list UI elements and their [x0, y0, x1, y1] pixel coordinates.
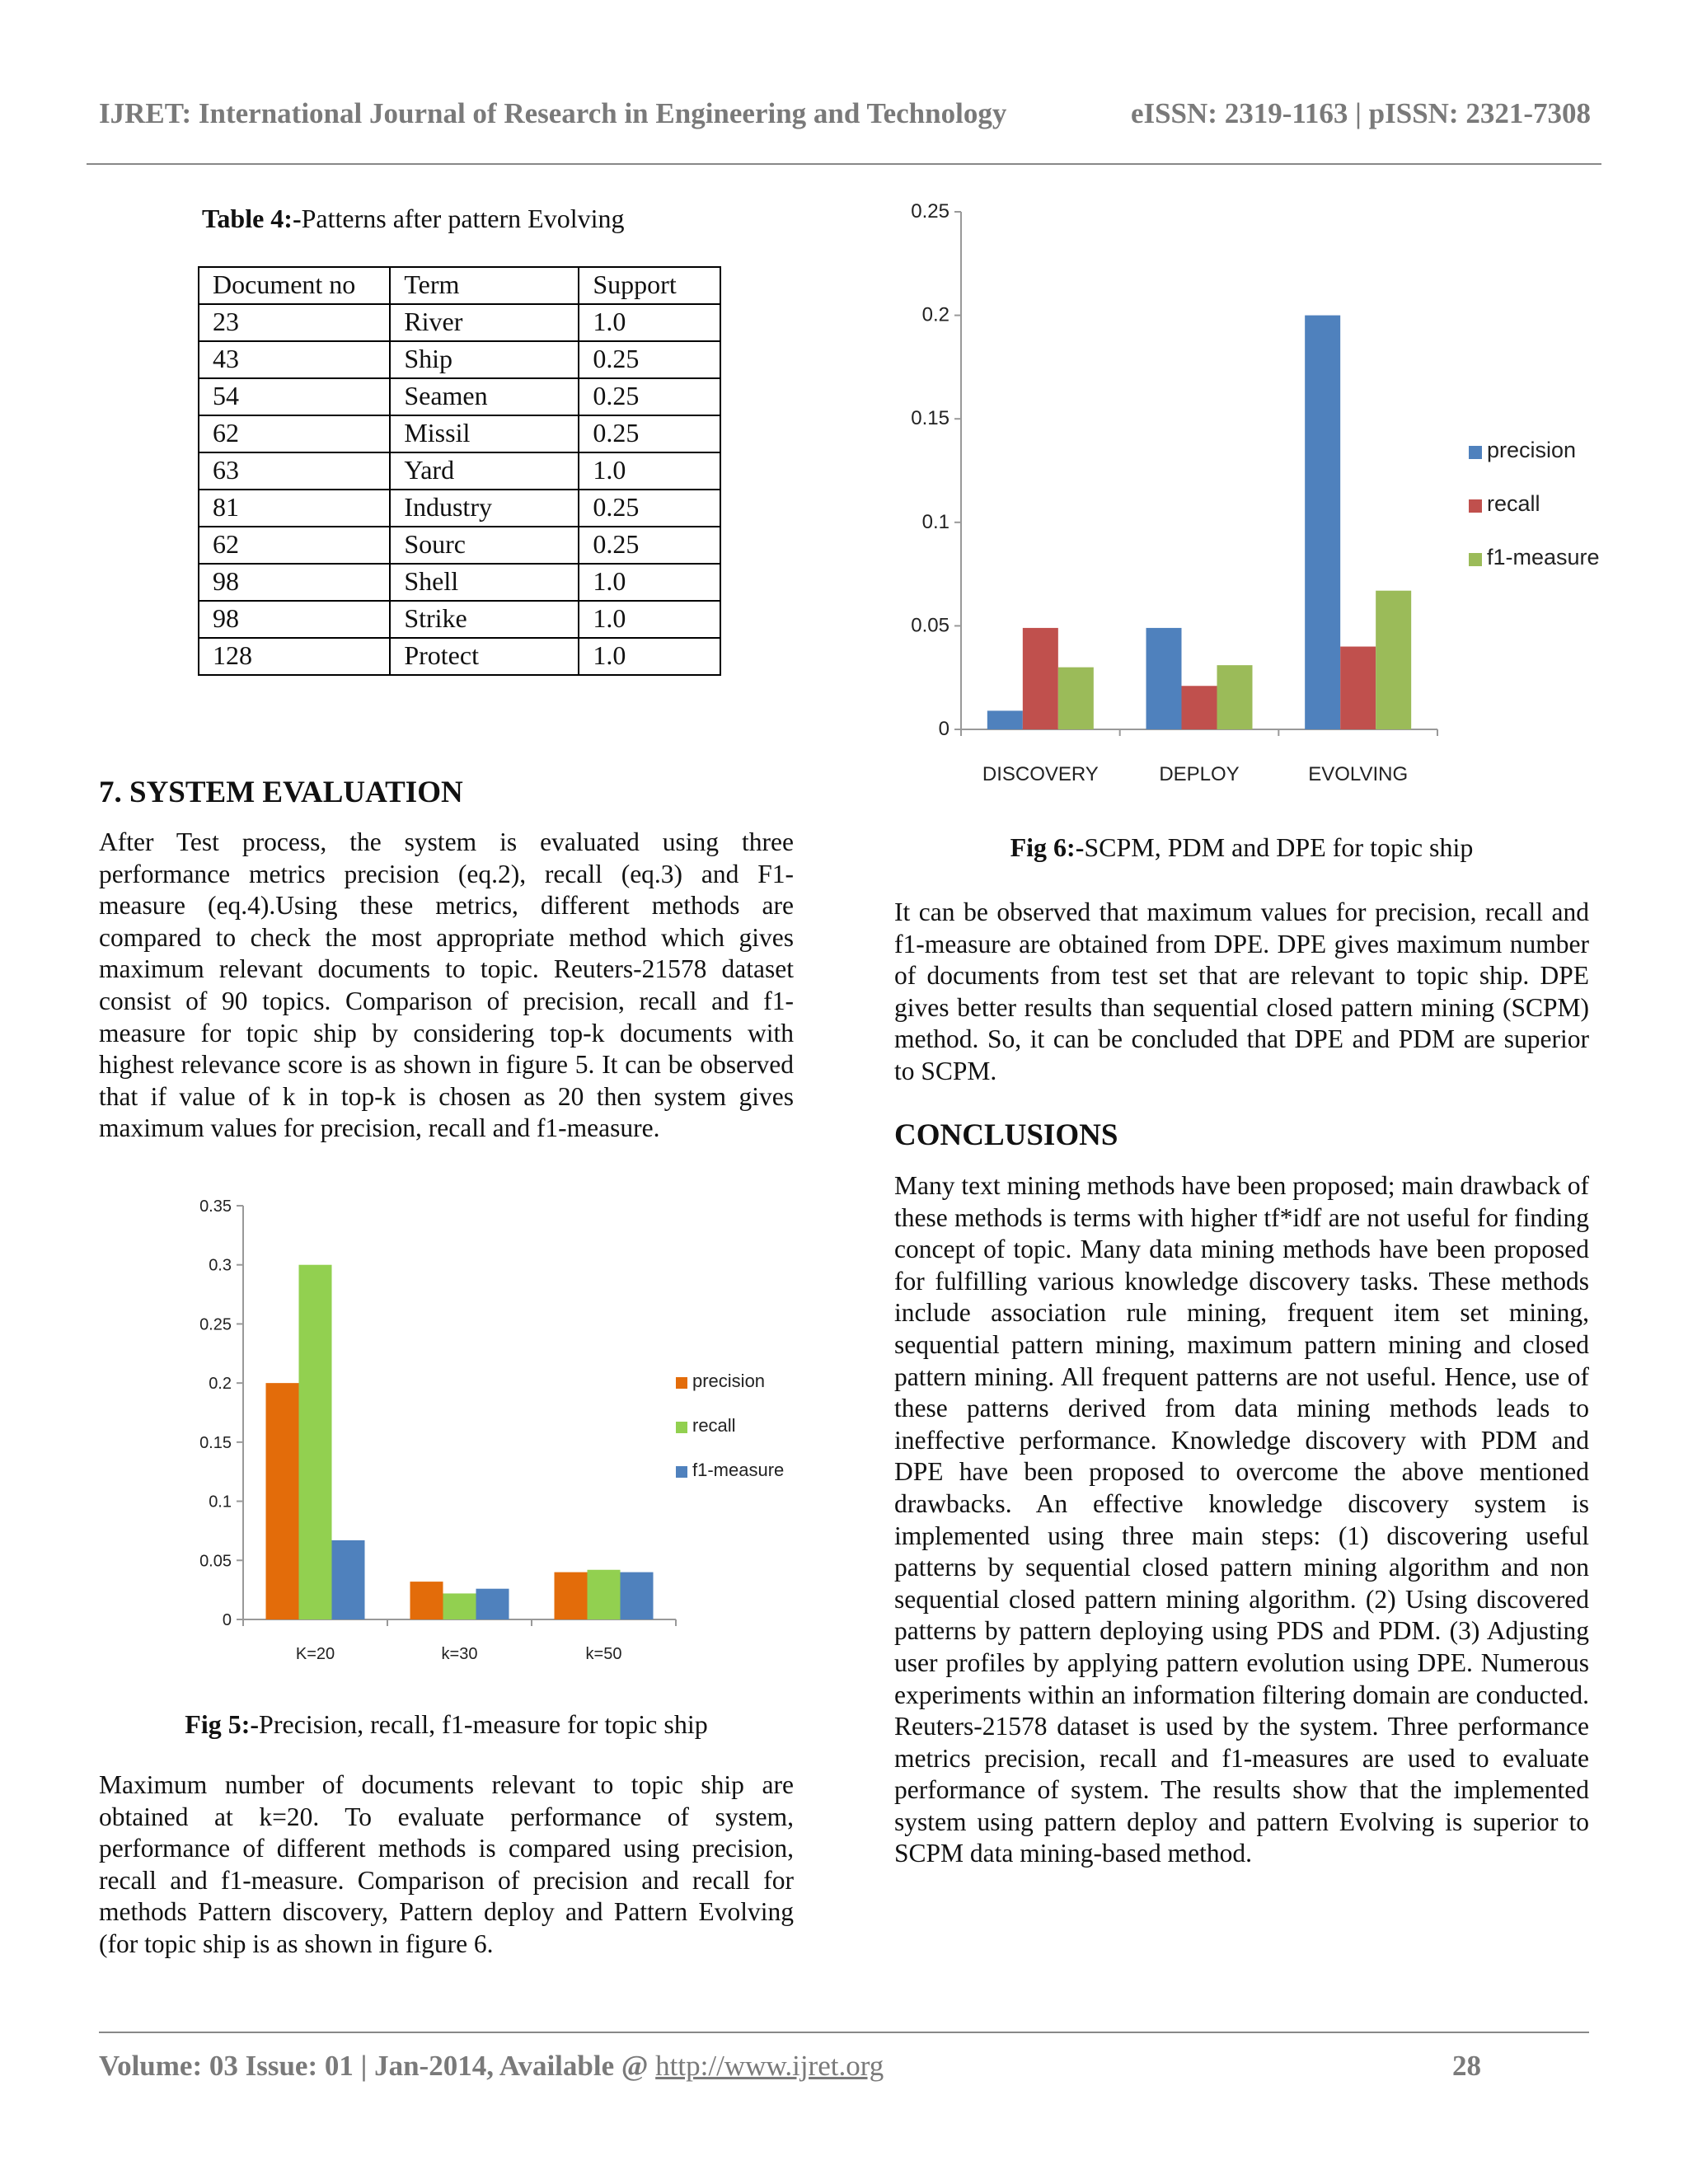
x-category-label: DISCOVERY — [982, 763, 1099, 785]
bar-recall — [443, 1593, 476, 1619]
table-cell: 98 — [199, 564, 390, 601]
table-cell: 0.25 — [579, 378, 720, 415]
table4-caption-text: Patterns after pattern Evolving — [301, 204, 625, 233]
y-tick-label: 0.2 — [209, 1375, 232, 1394]
table-cell: Strike — [390, 601, 579, 638]
bar-f1-measure — [1058, 668, 1094, 729]
bar-recall — [1023, 628, 1058, 729]
header-rule — [87, 163, 1601, 165]
table-cell: Ship — [390, 341, 579, 378]
table-cell: 81 — [199, 490, 390, 527]
table-header-row — [199, 267, 720, 304]
table-cell: 43 — [199, 341, 390, 378]
fig5-caption-text: Precision, recall, f1-measure for topic ship — [259, 1709, 708, 1739]
legend-swatch — [676, 1422, 687, 1433]
bar-recall — [1340, 647, 1376, 729]
table-cell: 0.25 — [579, 415, 720, 452]
footer-volume: Volume: 03 Issue: 01 | Jan-2014, Available @ — [99, 2050, 656, 2082]
legend-label: precision — [1487, 438, 1577, 462]
table-cell: 0.25 — [579, 490, 720, 527]
y-tick-label: 0.1 — [209, 1493, 232, 1511]
table-cell: 54 — [199, 378, 390, 415]
issn: eISSN: 2319-1163 | pISSN: 2321-7308 — [1130, 97, 1591, 129]
fig6-caption-label: Fig 6:- — [1010, 832, 1085, 862]
bar-precision — [1146, 628, 1182, 729]
conclusions-paragraph: Many text mining methods have been proposed; main drawback of these methods is terms with higher tf*idf are not useful for finding concept of topic. Many data mining methods have been proposed for fulfilling various knowledge discovery tasks. These methods include association rule mining, frequent item set mining, sequential pattern mining, maximum pattern mining and closed pattern mining. All frequent patterns are not useful. Hence, use of these patterns derived from data mining methods leads to ineffective performance. Knowledge discovery with PDM and DPE have been proposed to overcome the above mentioned drawbacks. An effective knowledge discovery system is implemented using three main steps: (1) discovering useful patterns by sequential closed pattern mining algorithm and non sequential closed pattern mining algorithm. (2) Using discovered patterns by pattern deploying using PDS and PDM. (3) Adjusting user profiles by applying pattern evolution using DPE. Numerous experiments within an information filtering domain are conducted. Reuters-21578 dataset is used by the system. Three performance metrics precision, recall and f1-measures are used to evaluate performance of system. The results show that the implemented system using pattern deploy and pattern Evolving is superior to SCPM data mining-based method. — [894, 1171, 1589, 1868]
bar-recall — [299, 1265, 332, 1619]
legend-swatch — [1469, 499, 1482, 513]
table-row — [199, 601, 720, 638]
journal-title: IJRET: International Journal of Research in Engineering and Technology — [99, 97, 1007, 129]
fig6-caption-text: SCPM, PDM and DPE for topic ship — [1084, 832, 1474, 862]
footer-rule — [99, 2032, 1589, 2033]
bar-f1-measure — [476, 1589, 509, 1619]
table-cell: Missil — [390, 415, 579, 452]
y-tick-label: 0.35 — [199, 1197, 232, 1216]
table-cell: 128 — [199, 638, 390, 675]
y-tick-label: 0.3 — [209, 1256, 232, 1275]
table-cell: Sourc — [390, 527, 579, 564]
fig5-caption-label: Fig 5:- — [185, 1709, 260, 1739]
bar-precision — [987, 710, 1023, 729]
table-header-cell: Document no — [199, 267, 390, 304]
footer — [99, 2050, 1484, 2083]
table-cell: 98 — [199, 601, 390, 638]
bar-recall — [588, 1570, 621, 1619]
method-comparison-paragraph: Maximum number of documents relevant to topic ship are obtained at k=20. To evaluate performance of system, performance of different methods is compared using precision, recall and f1-measure. Comparison of precision and recall for methods Pattern discovery, Pattern deploy and Pattern Evolving (for topic ship is as shown in figure 6. — [99, 1770, 794, 1958]
table-cell: 62 — [199, 415, 390, 452]
x-category-label: k=50 — [585, 1645, 622, 1663]
table-cell: 63 — [199, 452, 390, 490]
table-header-cell: Term — [390, 267, 579, 304]
y-tick-label: 0 — [938, 718, 950, 740]
table-cell: 1.0 — [579, 638, 720, 675]
table-cell: 1.0 — [579, 452, 720, 490]
table-row — [199, 564, 720, 601]
table-cell: 0.25 — [579, 527, 720, 564]
x-category-label: K=20 — [295, 1645, 335, 1663]
section-title-system-evaluation: 7. SYSTEM EVALUATION — [99, 776, 463, 809]
x-category-label: EVOLVING — [1308, 763, 1409, 785]
table-cell: Shell — [390, 564, 579, 601]
table-cell: 1.0 — [579, 564, 720, 601]
x-category-label: k=30 — [441, 1645, 478, 1663]
legend-label: f1-measure — [1487, 545, 1600, 569]
page-number: 28 — [1452, 2050, 1481, 2082]
y-tick-label: 0.2 — [921, 303, 950, 326]
legend-label: recall — [1487, 491, 1540, 516]
system-evaluation-paragraph: After Test process, the system is evaluated using three performance metrics precision (eq.2), recall (eq.3) and F1-measure (eq.4).Using these metrics, different methods are compared to check the most appropriate method which gives maximum relevant documents to topic. Reuters-21578 dataset consist of 90 topics. Comparison of precision, recall and f1-measure for topic ship by considering top-k documents with highest relevance score is as shown in figure 5. It can be observed that if value of k in top-k is chosen as 20 then system gives maximum values for precision, recall and f1-measure. — [99, 827, 794, 1143]
fig5-chart — [190, 1179, 785, 1739]
table4-caption-label: Table 4:- — [202, 204, 302, 233]
table-row — [199, 490, 720, 527]
bar-recall — [1182, 686, 1217, 729]
fig6-chart — [890, 194, 1615, 828]
fig5-caption — [99, 1709, 794, 1740]
table-cell: 62 — [199, 527, 390, 564]
table-cell: 1.0 — [579, 304, 720, 341]
x-category-label: DEPLOY — [1159, 763, 1240, 785]
fig6-caption — [894, 832, 1589, 863]
journal-link[interactable]: http://www.ijret.org — [655, 2050, 884, 2082]
bar-precision — [1305, 316, 1340, 729]
legend-label: precision — [692, 1371, 766, 1391]
table-row — [199, 638, 720, 675]
table-row — [199, 452, 720, 490]
table-header-cell: Support — [579, 267, 720, 304]
table-row — [199, 415, 720, 452]
legend-label: recall — [692, 1415, 736, 1436]
table-cell: River — [390, 304, 579, 341]
bar-f1-measure — [332, 1540, 365, 1619]
table-cell: 1.0 — [579, 601, 720, 638]
section-title-conclusions: CONCLUSIONS — [894, 1118, 1118, 1152]
y-tick-label: 0.15 — [911, 407, 950, 430]
table-cell: Yard — [390, 452, 579, 490]
bar-f1-measure — [1376, 591, 1411, 729]
legend-swatch — [676, 1377, 687, 1389]
y-tick-label: 0.25 — [199, 1315, 232, 1334]
bar-f1-measure — [621, 1572, 654, 1619]
table-cell: Industry — [390, 490, 579, 527]
table-cell: 23 — [199, 304, 390, 341]
bar-f1-measure — [1217, 665, 1253, 729]
patterns-table — [198, 266, 721, 676]
legend-swatch — [1469, 446, 1482, 459]
legend-swatch — [676, 1466, 687, 1478]
y-tick-label: 0.15 — [199, 1433, 232, 1452]
legend-label: f1-measure — [692, 1460, 785, 1480]
y-tick-label: 0 — [222, 1611, 232, 1629]
bar-precision — [555, 1572, 588, 1619]
dpe-observation-paragraph: It can be observed that maximum values for precision, recall and f1-measure are obtained from DPE. DPE gives maximum number of documents from test set that are relevant to topic ship. DPE gives better results than sequential closed pattern mining (SCPM) method. So, it can be concluded that DPE and PDM are superior to SCPM. — [894, 898, 1589, 1085]
running-header — [99, 97, 1591, 130]
table-row — [199, 527, 720, 564]
table-row — [199, 304, 720, 341]
bar-precision — [410, 1582, 443, 1619]
y-tick-label: 0.1 — [921, 510, 950, 533]
legend-swatch — [1469, 553, 1482, 566]
table-cell: 0.25 — [579, 341, 720, 378]
y-tick-label: 0.05 — [199, 1552, 232, 1571]
table-row — [199, 378, 720, 415]
y-tick-label: 0.05 — [911, 614, 950, 637]
table-row — [199, 341, 720, 378]
bar-precision — [266, 1383, 299, 1619]
table-cell: Protect — [390, 638, 579, 675]
table4-caption — [202, 204, 696, 234]
y-tick-label: 0.25 — [911, 200, 950, 223]
table-cell: Seamen — [390, 378, 579, 415]
